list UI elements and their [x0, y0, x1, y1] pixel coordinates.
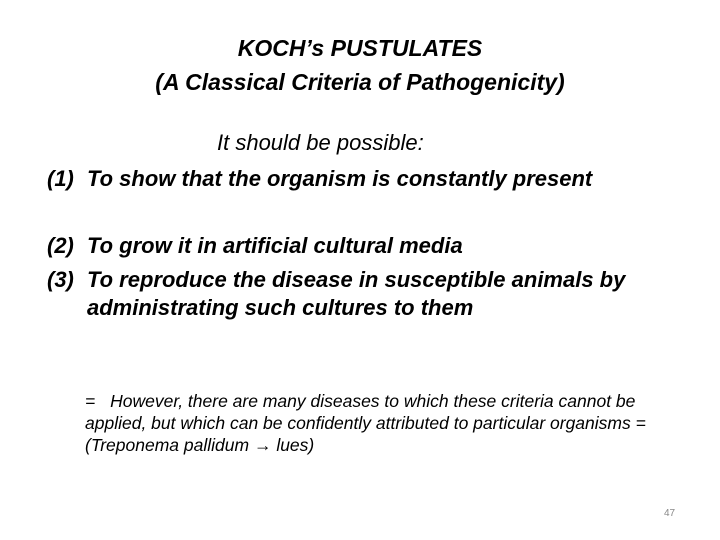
list-item-text: To reproduce the disease in susceptible animals by administrating such cultures to them: [87, 267, 626, 320]
list-item: [47, 232, 647, 260]
list-item-text: To grow it in artificial cultural media: [87, 233, 463, 258]
note-example-start: (Treponema pallidum: [85, 435, 250, 455]
note-prefix: =: [85, 391, 96, 411]
list-item-number: (3): [47, 267, 74, 292]
list-item-number: (2): [47, 233, 74, 258]
intro-text: It should be possible:: [217, 130, 424, 155]
note-paragraph: [85, 390, 695, 456]
note-example-end: lues): [276, 435, 315, 455]
list-item: [47, 266, 647, 322]
note-body: However, there are many diseases to which these criteria cannot be applied, but which can be confidently attributed to particular organisms =: [85, 391, 646, 433]
list-item-number: (1): [47, 166, 74, 191]
slide-title: KOCH’s PUSTULATES: [237, 35, 483, 61]
slide-subtitle: (A Classical Criteria of Pathogenicity): [155, 69, 565, 95]
list-item: [47, 165, 647, 193]
arrow-right-icon: →: [253, 435, 272, 455]
page-number: 47: [664, 508, 676, 519]
list-item-text: To show that the organism is constantly present: [87, 166, 593, 191]
